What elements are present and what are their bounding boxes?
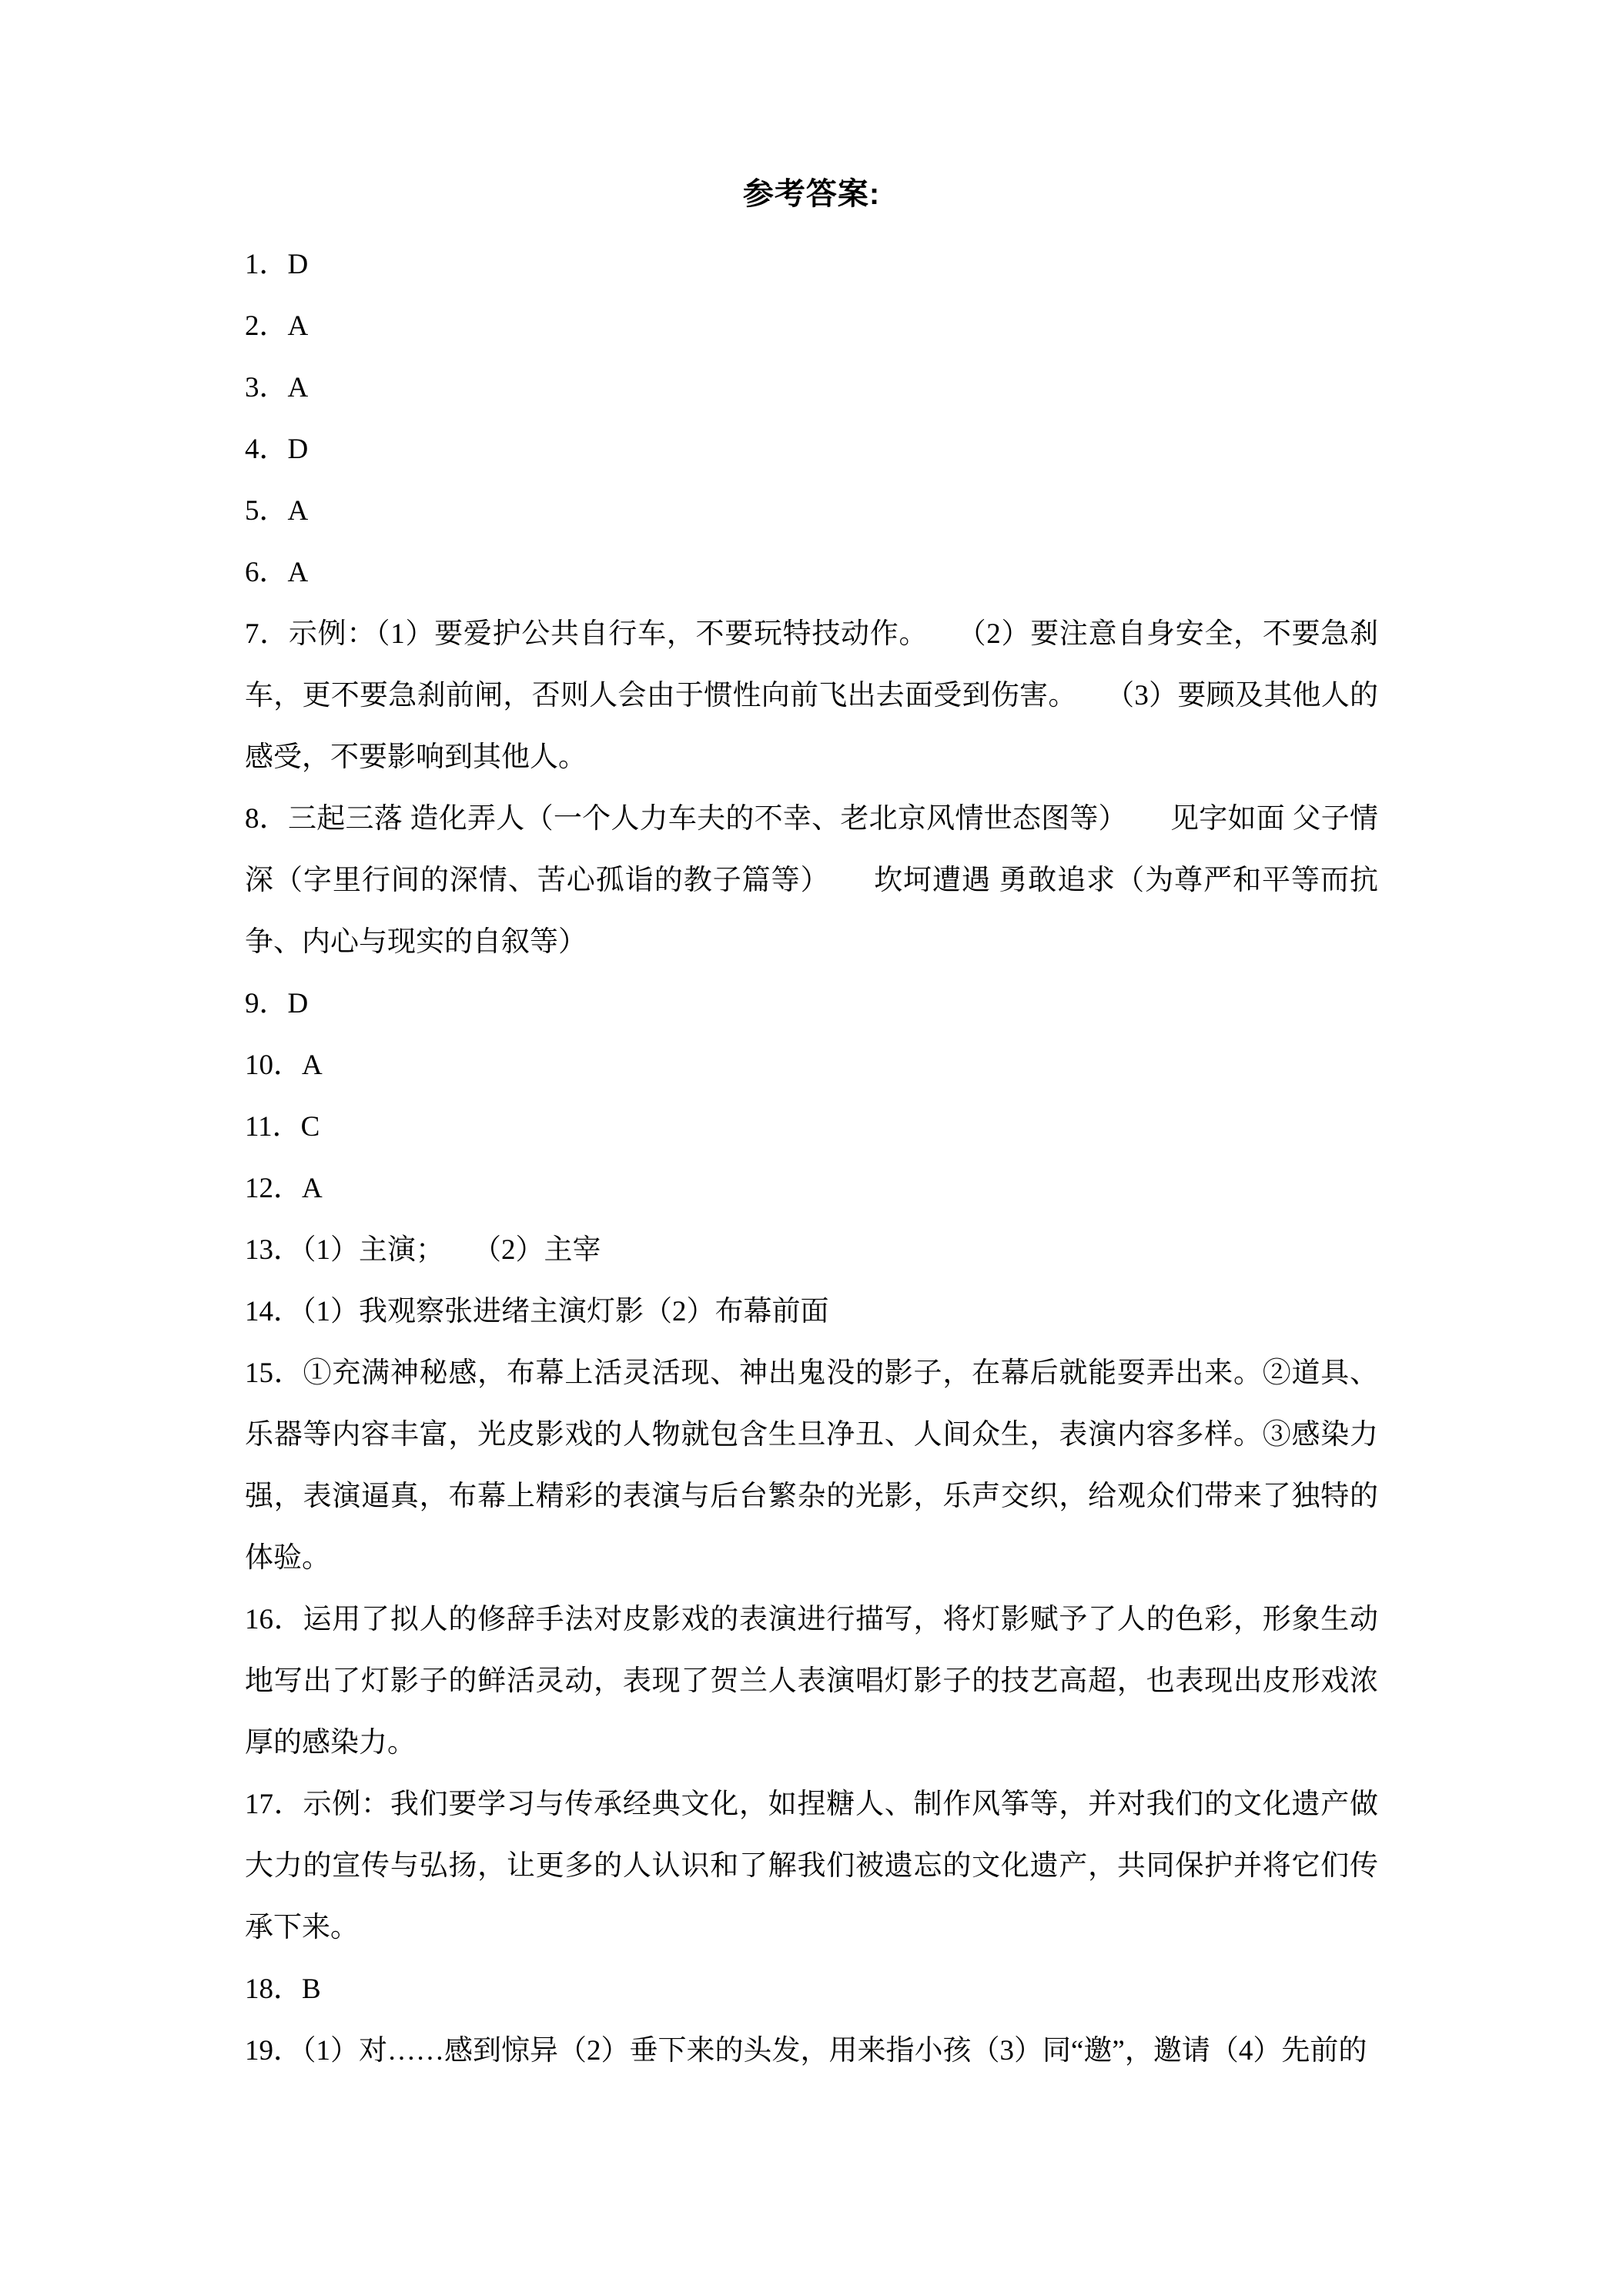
answer-item-1: 1．D (245, 249, 309, 280)
answer-item-19: 19．（1）对……感到惊异（2）垂下来的头发，用来指小孩（3）同“邀”，邀请（4）先前的 (245, 2035, 1367, 2067)
answer-item-5: 5．A (245, 495, 309, 527)
answer-item-10: 10．A (245, 1049, 323, 1081)
answer-item-13: 13．（1）主演； （2）主宰 (245, 1234, 601, 1266)
answer-item-2: 2．A (245, 310, 309, 342)
answer-item-7: 7．示例：（1）要爱护公共自行车，不要玩特技动作。 （2）要注意自身安全，不要急刹车，更不要急刹前闸，否则人会由于惯性向前飞出去面受到伤害。 （3）要顾及其他人的感受，不要影响到其他人。 (245, 618, 1378, 773)
answer-item-12: 12．A (245, 1173, 323, 1204)
answer-item-9: 9．D (245, 988, 309, 1019)
answer-item-15: 15．①充满神秘感，布幕上活灵活现、神出鬼没的影子，在幕后就能耍弄出来。②道具、乐器等内容丰富，光皮影戏的人物就包含生旦净丑、人间众生，表演内容多样。③感染力强，表演逼真，布幕上精彩的表演与后台繁杂的光影，乐声交织，给观众们带来了独特的体验。 (245, 1357, 1378, 1574)
page-title: 参考答案: (742, 177, 881, 211)
answer-item-11: 11．C (245, 1111, 320, 1143)
answer-item-18: 18．B (245, 1973, 321, 2005)
answer-item-16: 16．运用了拟人的修辞手法对皮影戏的表演进行描写，将灯影赋予了人的色彩，形象生动地写出了灯影子的鲜活灵动，表现了贺兰人表演唱灯影子的技艺高超，也表现出皮形戏浓厚的感染力。 (245, 1604, 1378, 1759)
answer-item-4: 4．D (245, 433, 309, 465)
answer-item-3: 3．A (245, 372, 309, 403)
page-content (245, 171, 1378, 2082)
answer-item-8: 8．三起三落 造化弄人（一个人力车夫的不幸、老北京风情世态图等） 见字如面 父子情深（字里行间的深情、苦心孤诣的教子篇等） 坎坷遭遇 勇敢追求（为尊严和平等而抗争、内心与现实的自叙等） (245, 803, 1378, 958)
answer-item-17: 17．示例：我们要学习与传承经典文化，如捏糖人、制作风筝等，并对我们的文化遗产做大力的宣传与弘扬，让更多的人认识和了解我们被遗忘的文化遗产，共同保护并将它们传承下来。 (245, 1789, 1378, 1943)
answer-item-6: 6．A (245, 557, 309, 588)
answer-item-14: 14．（1）我观察张进绪主演灯影（2）布幕前面 (245, 1296, 829, 1327)
